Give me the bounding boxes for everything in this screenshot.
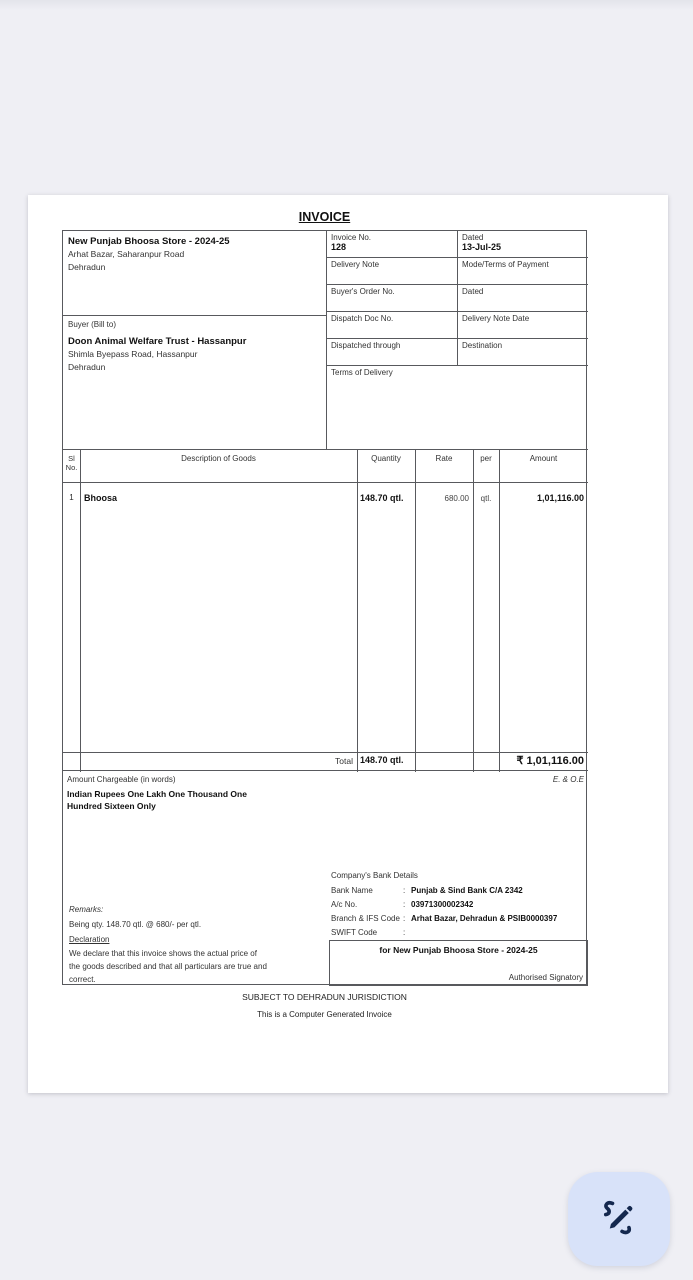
stylus-note-icon [596, 1195, 642, 1244]
meta-value: 128 [331, 242, 347, 252]
meta-label: Dated [462, 233, 484, 242]
meta-row [327, 312, 588, 339]
seller-name: New Punjab Bhoosa Store - 2024-25 [68, 236, 230, 247]
item-amount: 1,01,116.00 [536, 493, 584, 503]
terms-of-delivery-cell [327, 366, 588, 449]
invoice-meta-grid [327, 231, 588, 449]
terms-label: Terms of Delivery [331, 368, 393, 377]
bank-row: SWIFT Code : [331, 928, 406, 937]
invoice-footer-section [63, 771, 588, 986]
item-description: Bhoosa [84, 493, 118, 503]
computer-generated-note: This is a Computer Generated Invoice [257, 1010, 392, 1019]
header-amount: Amount [529, 454, 558, 463]
items-table [63, 449, 588, 771]
total-quantity: 148.70 qtl. [360, 755, 404, 765]
meta-label: Mode/Terms of Payment [462, 260, 549, 269]
bank-details-title: Company's Bank Details [331, 871, 418, 880]
meta-label: Delivery Note [331, 260, 380, 269]
buyer-label: Buyer (Bill to) [68, 320, 117, 329]
signature-for-line: for New Punjab Bhoosa Store - 2024-25 [379, 945, 538, 955]
item-sl: 1 [69, 493, 74, 502]
remarks-label: Remarks: [69, 905, 104, 914]
total-amount: ₹ 1,01,116.00 [516, 755, 584, 767]
authorised-signatory-label: Authorised Signatory [508, 973, 583, 982]
header-quantity: Quantity [371, 454, 401, 463]
total-label: Total [335, 756, 353, 766]
meta-row [327, 339, 588, 366]
header-rate: Rate [435, 454, 453, 463]
remarks-text: Being qty. 148.70 qtl. @ 680/- per qtl. [69, 920, 202, 929]
meta-label: Buyer's Order No. [331, 287, 395, 296]
buyer-address-1: Shimla Byepass Road, Hassanpur [68, 349, 198, 359]
buyer-name: Doon Animal Welfare Trust - Hassanpur [68, 336, 247, 347]
signature-box [329, 940, 588, 986]
meta-row [327, 258, 588, 285]
bank-row: Bank Name : Punjab & Sind Bank C/A 2342 [331, 886, 523, 895]
seller-address-2: Dehradun [68, 262, 106, 272]
column-divider [80, 450, 81, 772]
eoe-note: E. & O.E [552, 775, 584, 784]
meta-label: Dispatch Doc No. [331, 314, 394, 323]
bank-row: A/c No. : 03971300002342 [331, 900, 474, 909]
item-quantity: 148.70 qtl. [360, 493, 404, 503]
item-per: qtl. [480, 494, 492, 503]
bank-row: Branch & IFS Code : Arhat Bazar, Dehradun & PSIB0000397 [331, 914, 558, 923]
jurisdiction-note: SUBJECT TO DEHRADUN JURISDICTION [242, 992, 407, 1002]
header-divider [63, 482, 588, 483]
invoice-title: INVOICE [298, 210, 351, 224]
invoice-sheet [62, 230, 587, 985]
declaration-label: Declaration [69, 935, 110, 944]
meta-value: 13-Jul-25 [462, 242, 502, 252]
meta-label: Dated [462, 287, 484, 296]
header-description: Description of Goods [181, 454, 256, 463]
header-per: per [480, 454, 492, 463]
meta-label: Invoice No. [331, 233, 372, 242]
buyer-address-2: Dehradun [68, 362, 106, 372]
total-divider [63, 752, 588, 753]
column-divider [357, 450, 358, 772]
meta-row [327, 285, 588, 312]
meta-label: Destination [462, 341, 503, 350]
header-sl: Sl No. [65, 454, 78, 472]
meta-label: Dispatched through [331, 341, 401, 350]
meta-label: Delivery Note Date [462, 314, 530, 323]
item-rate: 680.00 [444, 494, 469, 503]
annotate-fab-button[interactable] [568, 1172, 670, 1266]
remarks-block [69, 902, 267, 986]
document-page[interactable] [28, 195, 668, 1093]
buyer-cell [63, 316, 327, 449]
amount-words-label: Amount Chargeable (in words) [67, 775, 176, 784]
amount-in-words: Indian Rupees One Lakh One Thousand One Hundred Sixteen Only [67, 789, 247, 811]
seller-cell [63, 231, 327, 316]
declaration-text: We declare that this invoice shows the actual price of the goods described and that all particulars are true and correct. [69, 949, 267, 984]
meta-row [327, 231, 588, 258]
seller-address-1: Arhat Bazar, Saharanpur Road [68, 249, 185, 259]
top-shadow-strip [0, 0, 693, 10]
